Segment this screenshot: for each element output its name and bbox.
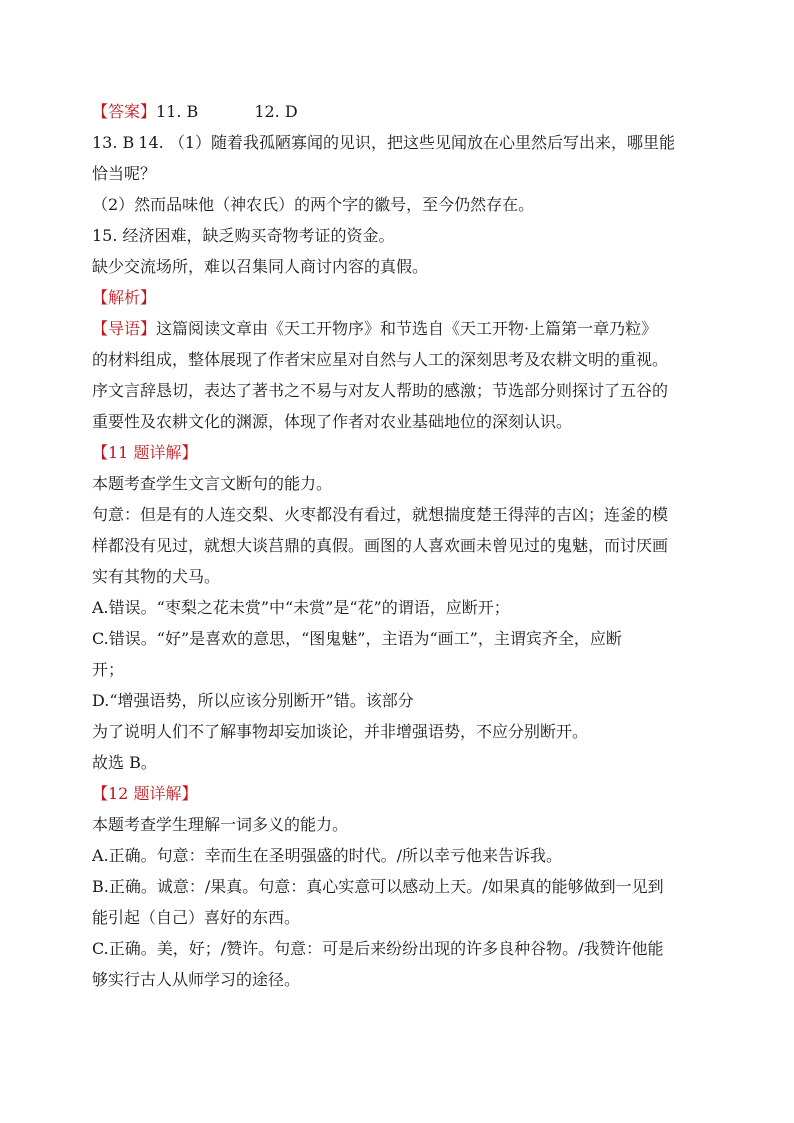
intro-line-4: 重要性及农耕文化的渊源，体现了作者对农业基础地位的深刻认识。: [92, 412, 573, 431]
q11-line-10: 故选 B。: [92, 753, 157, 772]
q11-line-9: 为了说明人们不了解事物却妄加谈论，并非增强语势，不应分别断开。: [92, 722, 589, 741]
q11-line-2: 句意：但是有的人连交梨、火枣都没有看过，就想揣度楚王得萍的吉凶；连釜的模: [92, 505, 669, 524]
q12-line-1: 本题考查学生理解一词多义的能力。: [92, 815, 349, 834]
q11-line-1: 本题考查学生文言文断句的能力。: [92, 474, 333, 493]
intro-text-1: 这篇阅读文章由《天工开物序》和节选自《天工开物·上篇第一章乃粒》: [156, 319, 658, 338]
q11-tag: 【11 题详解】: [92, 443, 198, 462]
answer-12: 12. D: [254, 102, 298, 121]
answer-15-line-1: 15. 经济困难，缺乏购买奇物考证的资金。: [92, 226, 395, 245]
q11-line-3: 样都没有见过，就想大谈莒鼎的真假。画图的人喜欢画未曾见过的鬼魅，而讨厌画: [92, 536, 669, 555]
answer-14-line-1: 14. （1）随着我孤陋寡闻的见识，把这些见闻放在心里然后写出来，哪里能: [138, 133, 676, 152]
q11-line-8: D.“增强语势，所以应该分别断开”错。该部分: [92, 691, 414, 710]
intro-line-2: 的材料组成，整体展现了作者宋应星对自然与人工的深刻思考及农耕文明的重视。: [92, 350, 669, 369]
q11-line-6: C.错误。“好”是喜欢的意思，“图鬼魅”，主语为“画工”，主谓宾齐全，应断: [92, 629, 622, 648]
answer-line-13-14: [92, 127, 704, 158]
analysis-tag: 【解析】: [92, 288, 157, 307]
answer-11: 11. B: [156, 102, 199, 121]
intro-line-1: [92, 313, 704, 344]
answer-14-line-2: 恰当呢？: [92, 164, 157, 183]
q11-line-4: 实有其物的犬马。: [92, 567, 221, 586]
intro-line-3: 序文言辞恳切，表达了著书之不易与对友人帮助的感激；节选部分则探讨了五谷的: [92, 381, 669, 400]
answer-line-11-12: [92, 96, 704, 127]
answer-14-line-3: （2）然而品味他（神农氏）的两个字的徽号，至今仍然存在。: [92, 195, 535, 214]
q12-line-5: C.正确。美，好；/赞许。句意：可是后来纷纷出现的许多良种谷物。/我赞许他能: [92, 939, 664, 958]
q11-line-7: 开；: [92, 660, 125, 679]
answer-tag: 【答案】: [92, 102, 157, 121]
q12-line-4: 能引起（自己）喜好的东西。: [92, 908, 301, 927]
document-page: [92, 96, 704, 995]
q11-line-5: A.错误。“枣梨之花未赏”中“未赏”是“花”的谓语，应断开；: [92, 598, 510, 617]
intro-tag: 【导语】: [92, 319, 157, 338]
q12-tag: 【12 题详解】: [92, 784, 198, 803]
q12-line-3: B.正确。诚意：/果真。句意：真心实意可以感动上天。/如果真的能够做到一见到: [92, 877, 664, 896]
answer-13: 13. B: [92, 133, 135, 152]
answer-15-line-2: 缺少交流场所，难以召集同人商讨内容的真假。: [92, 257, 429, 276]
q12-line-2: A.正确。句意：幸而生在圣明强盛的时代。/所以幸亏他来告诉我。: [92, 846, 563, 865]
q12-line-6: 够实行古人从师学习的途径。: [92, 970, 301, 989]
